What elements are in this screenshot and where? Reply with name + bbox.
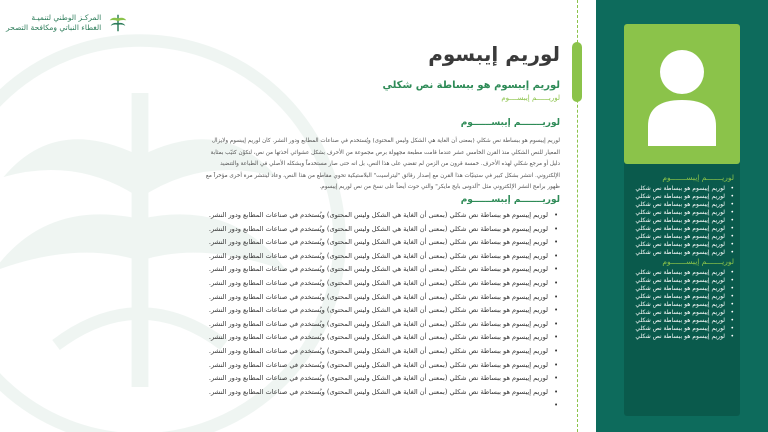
page-subtitle: لوريم إيبسوم هو ببساطة نص شكلي [382, 80, 560, 91]
list-item: • لوريم إيبسوم هو ببساطة نص شكلي [634, 233, 734, 241]
logo-line-2: الغطاء النباتي ومكافحة التصحر [6, 23, 102, 32]
logo-line-1: المركـز الوطني لتنميـة [31, 13, 102, 22]
list-item: • لوريم إيبسوم هو ببساطة نص شكلي [634, 217, 734, 225]
logo [6, 12, 129, 34]
list-item: • لوريم إيبسوم هو ببساطة نص شكلي [634, 201, 734, 209]
list-item: • لوريم إيبسوم هو ببساطة نص شكلي [634, 301, 734, 309]
list-item: • لوريم إيبسوم هو ببساطة نص شكلي (بمعنى أن الغاية هي الشكل وليس المحتوى) ويُستخدم في صناعات المطابع ودور النشر. [202, 291, 560, 305]
list-item: • لوريم إيبسوم هو ببساطة نص شكلي [634, 333, 734, 341]
user-avatar-icon [644, 42, 720, 146]
list-item: • لوريم إيبسوم هو ببساطة نص شكلي [634, 209, 734, 217]
side-section-1 [634, 173, 734, 257]
list-item: • لوريم إيبسوم هو ببساطة نص شكلي [634, 325, 734, 333]
list-item: • لوريم إيبسوم هو ببساطة نص شكلي [634, 241, 734, 249]
list-item: • لوريم إيبسوم هو ببساطة نص شكلي (بمعنى أن الغاية هي الشكل وليس المحتوى) ويُستخدم في صناعات المطابع ودور النشر. [202, 236, 560, 250]
list-item: • لوريم إيبسوم هو ببساطة نص شكلي (بمعنى أن الغاية هي الشكل وليس المحتوى) ويُستخدم في صناعات المطابع ودور النشر. [202, 223, 560, 237]
logo-emblem-icon [107, 12, 129, 34]
page-tagline: لوريــــــم إيبســــوم [501, 94, 560, 102]
body-paragraph: لوريم إيبسوم هو ببساطة نص شكلي (بمعنى أن الغاية هي الشكل وليس المحتوى) ويُستخدم في صناعات المطابع ودور النشر. كان لوريم إيبسوم ولايزال المعيار للنص الشكلي منذ القرن الخامس عشر عندما قامت مطبعة مجهولة برص مجموعة من الأحرف بشكل عشوائي أخذتها من نص، لتكوّن كتيّب بمثابة دليل أو مرجع شكلي لهذه الأحرف. خمسة قرون من الزمن لم تقضي على هذا النص، بل انه حتى صار مستخدماً وبشكله الأصلي في الطباعة والتنضيد الإلكتروني. انتشر بشكل كبير في ستينيّات هذا القرن مع إصدار رقائق "ليتراسيت" البلاستيكية تحوي مقاطع من هذا النص، وعاد لينتشر مرة أخرى مؤخراَ مع ظهور برامج النشر الإلكتروني مثل "ألدوس بايج مايكر" والتي حوت أيضاً على نسخ من نص لوريم إيبسوم. [205, 138, 560, 190]
list-item: • لوريم إيبسوم هو ببساطة نص شكلي (بمعنى أن الغاية هي الشكل وليس المحتوى) ويُستخدم في صناعات المطابع ودور النشر. [202, 372, 560, 386]
list-item: • لوريم إيبسوم هو ببساطة نص شكلي (بمعنى أن الغاية هي الشكل وليس المحتوى) ويُستخدم في صناعات المطابع ودور النشر. [202, 277, 560, 291]
list-item: • لوريم إيبسوم هو ببساطة نص شكلي [634, 249, 734, 257]
list-item: • لوريم إيبسوم هو ببساطة نص شكلي [634, 317, 734, 325]
page-title: لوريم إيبسوم [428, 42, 560, 66]
section-heading-1: لوريـــــــم إيبســــــوم [460, 118, 560, 128]
side-section-2 [634, 257, 734, 341]
list-item: • لوريم إيبسوم هو ببساطة نص شكلي (بمعنى أن الغاية هي الشكل وليس المحتوى) ويُستخدم في صناعات المطابع ودور النشر. [202, 250, 560, 264]
list-item: • لوريم إيبسوم هو ببساطة نص شكلي [634, 309, 734, 317]
list-item: • لوريم إيبسوم هو ببساطة نص شكلي (بمعنى أن الغاية هي الشكل وليس المحتوى) ويُستخدم في صناعات المطابع ودور النشر. [202, 359, 560, 373]
avatar[interactable] [624, 24, 740, 164]
list-item: • لوريم إيبسوم هو ببساطة نص شكلي (بمعنى أن الغاية هي الشكل وليس المحتوى) ويُستخدم في صناعات المطابع ودور النشر. [202, 209, 560, 223]
list-item: • لوريم إيبسوم هو ببساطة نص شكلي (بمعنى أن الغاية هي الشكل وليس المحتوى) ويُستخدم في صناعات المطابع ودور النشر. [202, 318, 560, 332]
accent-tab [572, 42, 582, 102]
list-item: • لوريم إيبسوم هو ببساطة نص شكلي [634, 185, 734, 193]
list-item: • لوريم إيبسوم هو ببساطة نص شكلي (بمعنى أن الغاية هي الشكل وليس المحتوى) ويُستخدم في صناعات المطابع ودور النشر. [202, 304, 560, 318]
section-heading-2: لوريـــــــم إيبســــــوم [460, 195, 560, 205]
list-item: • لوريم إيبسوم هو ببساطة نص شكلي [634, 285, 734, 293]
side-section-title: لوريـــــــم إيبســـــــوم [662, 173, 734, 182]
list-item: • لوريم إيبسوم هو ببساطة نص شكلي [634, 193, 734, 201]
list-item: • لوريم إيبسوم هو ببساطة نص شكلي [634, 269, 734, 277]
list-item: • لوريم إيبسوم هو ببساطة نص شكلي [634, 293, 734, 301]
list-item: • لوريم إيبسوم هو ببساطة نص شكلي (بمعنى أن الغاية هي الشكل وليس المحتوى) ويُستخدم في صناعات المطابع ودور النشر. [202, 386, 560, 400]
list-item: • لوريم إيبسوم هو ببساطة نص شكلي (بمعنى أن الغاية هي الشكل وليس المحتوى) ويُستخدم في صناعات المطابع ودور النشر. [202, 331, 560, 345]
list-item: • لوريم إيبسوم هو ببساطة نص شكلي [634, 225, 734, 233]
side-section-title: لوريـــــــم إيبســـــــوم [662, 257, 734, 266]
list-item: • لوريم إيبسوم هو ببساطة نص شكلي (بمعنى أن الغاية هي الشكل وليس المحتوى) ويُستخدم في صناعات المطابع ودور النشر. [202, 263, 560, 277]
bullet-list [202, 209, 560, 399]
list-item: • لوريم إيبسوم هو ببساطة نص شكلي [634, 277, 734, 285]
list-item: • لوريم إيبسوم هو ببساطة نص شكلي (بمعنى أن الغاية هي الشكل وليس المحتوى) ويُستخدم في صناعات المطابع ودور النشر. [202, 345, 560, 359]
